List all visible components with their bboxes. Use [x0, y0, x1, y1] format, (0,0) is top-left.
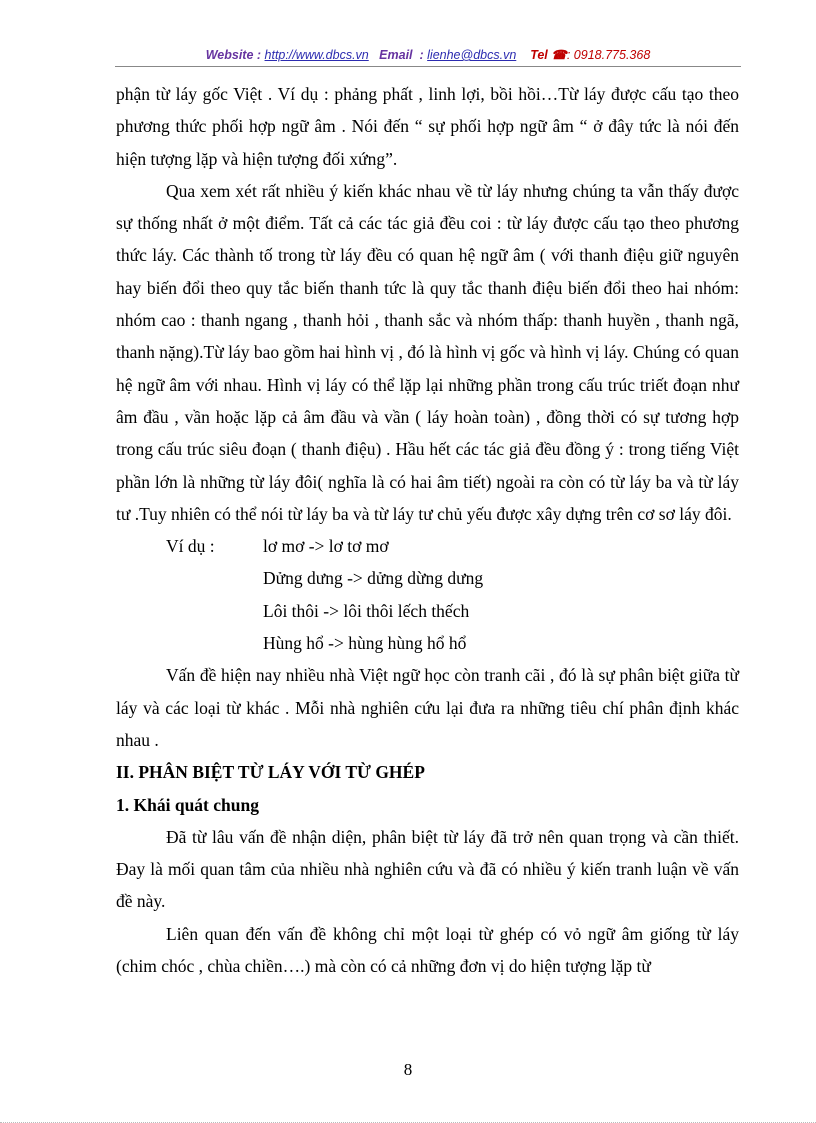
example-item: lơ mơ -> lơ tơ mơ — [263, 536, 389, 557]
telephone-icon: ☎ — [551, 48, 567, 62]
example-item: Hùng hổ -> hùng hùng hổ hổ — [263, 633, 467, 654]
document-body — [116, 78, 739, 982]
subsection-heading: 1. Khái quát chung — [116, 794, 259, 815]
header-rule — [115, 66, 741, 67]
website-link[interactable]: http://www.dbcs.vn — [264, 48, 369, 62]
page-number: 8 — [403, 1060, 413, 1079]
example-item: Dửng dưng -> dửng dừng dưng — [263, 568, 484, 589]
paragraph-continuation: phận từ láy gốc Việt . Ví dụ : phảng phất , linh lợi, bồi hồi…Từ láy được cấu tạo theo phương thức phối hợp ngữ âm . Nói đến “ sự phối hợp ngữ âm “ ở đây tức là nói đến hiện tượng lặp và hiện tượng đối xứng”. — [116, 84, 739, 169]
paragraph-compound-words: Liên quan đến vấn đề không chỉ một loại từ ghép có vỏ ngữ âm giống từ láy (chim chóc , chùa chiền….) mà còn có cả những đơn vị do hiện tượng lặp từ — [116, 923, 739, 977]
email-link[interactable]: lienhe@dbcs.vn — [427, 48, 517, 62]
example-line-4 — [116, 627, 739, 659]
tel-label: Tel — [530, 48, 548, 62]
section-heading: II. PHÂN BIỆT TỪ LÁY VỚI TỪ GHÉP — [116, 762, 425, 783]
example-item: Lôi thôi -> lôi thôi lếch thếch — [263, 600, 470, 621]
email-separator: : — [419, 48, 424, 62]
email-label: Email — [379, 48, 413, 62]
paragraph-reduplicative-consensus: Qua xem xét rất nhiều ý kiến khác nhau về từ láy nhưng chúng ta vẫn thấy được sự thống nhất ở một điểm. Tất cả các tác giả đều coi : từ láy được cấu tạo theo phương thức láy. Các thành tố trong từ láy đều có quan hệ ngữ âm ( với thanh điệu giữ nguyên hay biến đổi theo quy tắc biến thanh tức là quy tắc thanh điệu biến đổi theo hai nhóm: nhóm cao : thanh ngang , thanh hỏi , thanh sắc và nhóm thấp: thanh huyền , thanh ngã, thanh nặng).Từ láy bao gồm hai hình vị , đó là hình vị gốc và hình vị láy. Chúng có quan hệ ngữ âm với nhau. Hình vị láy có thể lặp lại những phần trong cấu trúc triết đoạn như âm đầu , vần hoặc lặp cả âm đầu và vần ( láy hoàn toàn) , đồng thời có sự tương hợp trong cấu trúc siêu đoạn ( thanh điệu) . Hầu hết các tác giả đều đồng ý : trong tiếng Việt phần lớn là những từ láy đôi( nghĩa là có hai âm tiết) ngoài ra còn có từ láy ba và từ láy tư .Tuy nhiên có thể nói từ láy ba và từ láy tư chủ yếu được xây dựng trên cơ sơ láy đôi. — [116, 180, 739, 524]
website-label: Website : — [205, 48, 262, 62]
example-line-3 — [116, 595, 739, 627]
page-header — [115, 47, 741, 62]
example-label: Ví dụ : — [166, 536, 215, 557]
tel-number: : 0918.775.368 — [566, 48, 651, 62]
example-line-1 — [116, 530, 739, 562]
paragraph-overview: Đã từ lâu vấn đề nhận diện, phân biệt từ láy đã trở nên quan trọng và cần thiết. Đay là mối quan tâm của nhiều nhà nghiên cứu và đã có nhiều ý kiến tranh luận về vấn đề này. — [116, 826, 739, 912]
example-line-2 — [116, 562, 739, 594]
paragraph-debate: Vấn đề hiện nay nhiều nhà Việt ngữ học còn tranh cãi , đó là sự phân biệt giữa từ láy và các loại từ khác . Mỗi nhà nghiên cứu lại đưa ra những tiêu chí phân định khác nhau . — [116, 665, 739, 750]
